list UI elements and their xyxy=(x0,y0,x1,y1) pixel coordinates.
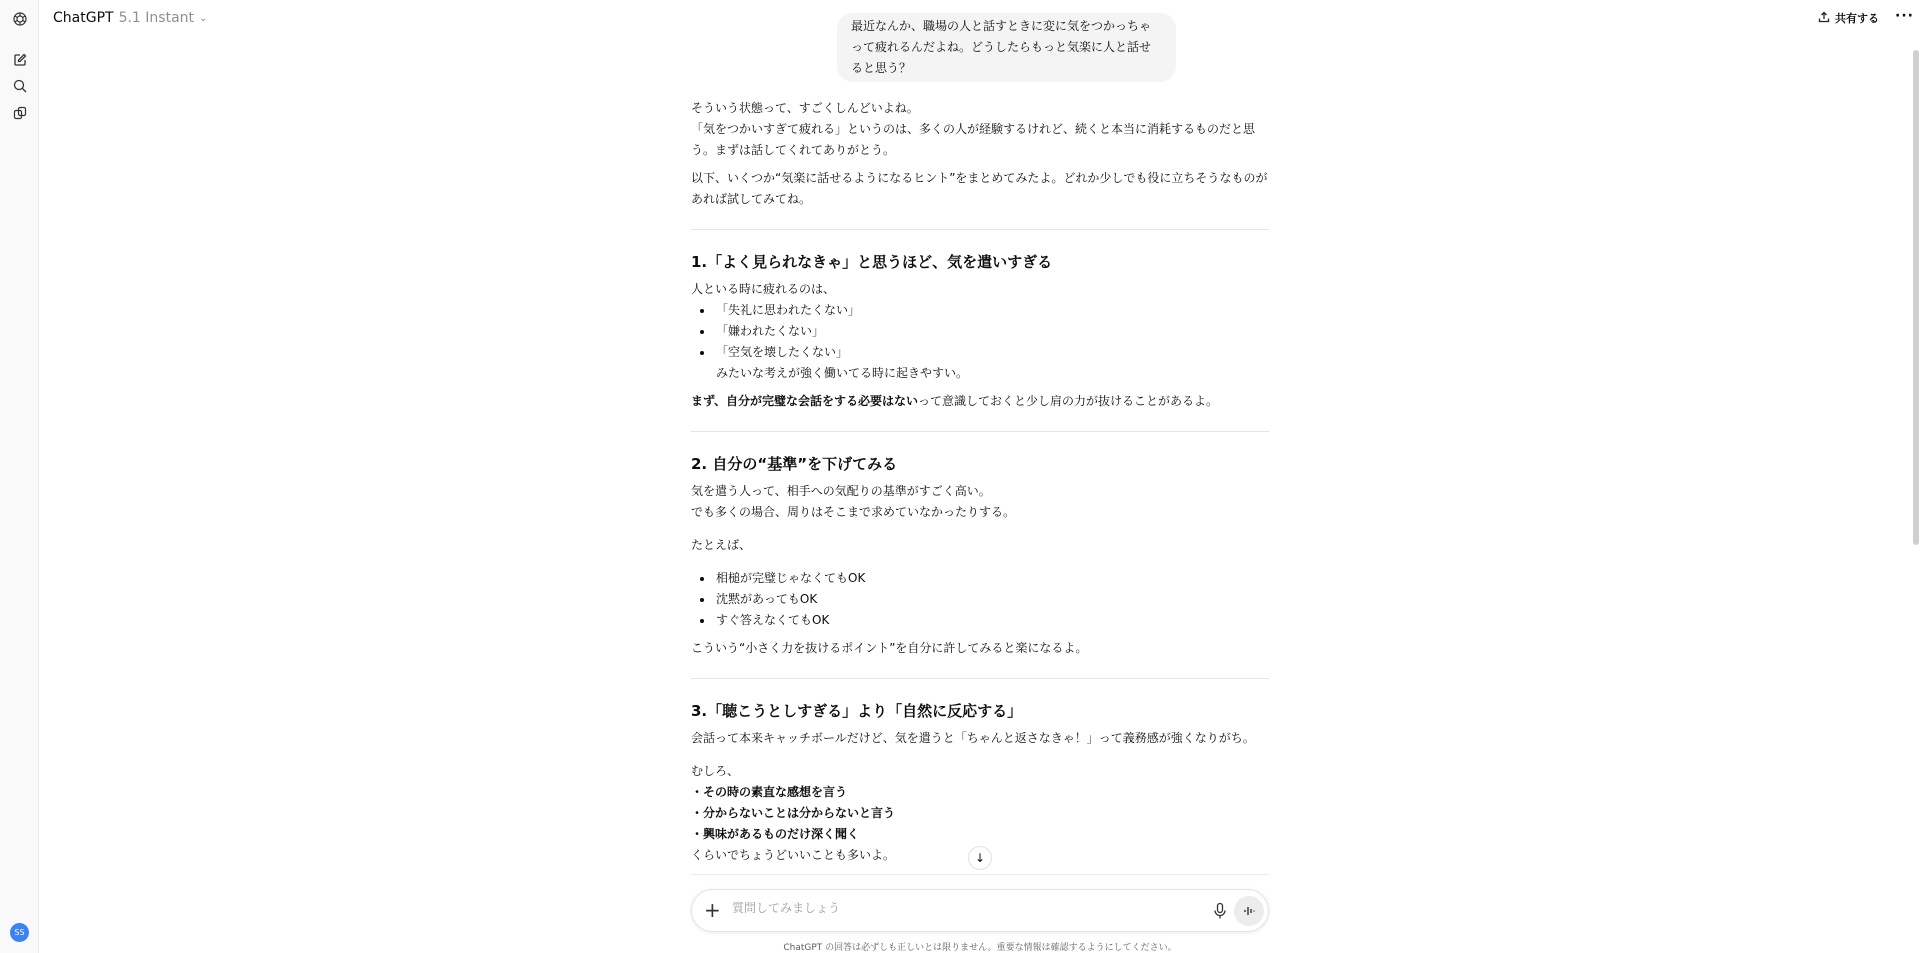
microphone-icon[interactable] xyxy=(1212,902,1228,920)
intro-paragraph: 以下、いくつか“気楽に話せるようになるヒント”をまとめてみたよ。どれか少しでも役に立ちそうなものがあれば試してみてね。 xyxy=(691,171,1268,206)
assistant-message xyxy=(691,98,1269,866)
body-text: って意識しておくと少し肩の力が抜けることがあるよ。 xyxy=(918,394,1219,408)
voice-mode-button[interactable] xyxy=(1234,896,1264,926)
sidebar xyxy=(0,0,39,953)
arrow-down-icon: ↓ xyxy=(974,851,986,865)
list-item: 「空気を壊したくない」 xyxy=(691,342,1269,363)
body-text xyxy=(691,481,1269,523)
body-text: 会話って本来キャッチボールだけど、気を遣うと「ちゃんと返さなきゃ！」って義務感が強くなりがち。 xyxy=(691,731,1255,745)
divider xyxy=(691,229,1269,230)
scroll-thumb[interactable] xyxy=(1913,50,1919,545)
chevron-down-icon: ⌄ xyxy=(199,12,208,24)
share-icon xyxy=(1818,11,1830,26)
body-text: たとえば、 xyxy=(691,538,752,552)
bold-text: ・興味があるものだけ深く聞く xyxy=(691,827,860,841)
avatar[interactable]: SS xyxy=(10,923,29,942)
body-line: でも多くの場合、周りはそこまで求めていなかったりする。 xyxy=(691,505,1016,519)
new-chat-icon[interactable] xyxy=(10,50,30,70)
body-line: 気を遣う人って、相手への気配りの基準がすごく高い。 xyxy=(691,484,991,498)
openai-logo-icon[interactable] xyxy=(10,9,30,29)
prompt-input[interactable] xyxy=(732,901,1152,915)
search-icon[interactable] xyxy=(10,76,30,96)
add-attachment-button[interactable]: + xyxy=(704,898,721,922)
disclaimer: ChatGPT の回答は必ずしも正しいとは限りません。重要な情報は確認するようにしてください。 xyxy=(783,943,1177,953)
list-item: 「失礼に思われたくない」 xyxy=(691,300,1269,321)
divider xyxy=(691,874,1269,875)
body-text xyxy=(691,391,1269,412)
body-text: むしろ、 xyxy=(691,764,740,778)
bullet-list xyxy=(691,300,1269,363)
body-text: みたいな考えが強く働いてる時に起きやすい。 xyxy=(716,366,969,380)
model-selector[interactable] xyxy=(53,10,207,26)
intro-line: 「気をつかいすぎて疲れる」というのは、多くの人が経験するけれど、続くと本当に消耗するものだと思う。まずは話してくれてありがとう。 xyxy=(691,122,1256,157)
intro-paragraph xyxy=(691,98,1269,161)
bold-line xyxy=(691,824,1269,845)
intro-line: そういう状態って、すごくしんどいよね。 xyxy=(691,101,919,115)
body-text: くらいでちょうどいいことも多いよ。 xyxy=(691,848,896,862)
library-icon[interactable] xyxy=(10,103,30,123)
section-heading: 1.「よく見られなきゃ」と思うほど、気を遣いすぎる xyxy=(691,253,1053,271)
user-message: 最近なんか、職場の人と話すときに変に気をつかっちゃって疲れるんだよね。どうしたらもっと気楽に人と話せると思う？ xyxy=(837,13,1176,82)
body-text: 人といる時に疲れるのは、 xyxy=(691,282,836,296)
scrollbar[interactable] xyxy=(1912,0,1920,953)
section-heading: 2. 自分の“基準”を下げてみる xyxy=(691,455,898,473)
section-heading: 3.「聴こうとしすぎる」より「自然に反応する」 xyxy=(691,702,1023,720)
list-item: すぐ答えなくてもOK xyxy=(691,610,1269,631)
share-label: 共有する xyxy=(1835,12,1879,25)
list-item: 「嫌われたくない」 xyxy=(691,321,1269,342)
share-button[interactable] xyxy=(1818,10,1879,26)
divider xyxy=(691,678,1269,679)
bold-line xyxy=(691,803,1269,824)
body-text: こういう“小さく力を抜けるポイント”を自分に許してみると楽になるよ。 xyxy=(691,641,1088,655)
list-item: 相槌が完璧じゃなくてもOK xyxy=(691,568,1269,589)
model-name: 5.1 Instant xyxy=(118,10,195,26)
bold-text: まず、自分が完璧な会話をする必要はない xyxy=(691,394,919,408)
divider xyxy=(691,431,1269,432)
bold-text: ・分からないことは分からないと言う xyxy=(691,806,896,820)
composer xyxy=(691,889,1269,932)
bold-line xyxy=(691,782,1269,803)
more-options-button[interactable]: ··· xyxy=(1895,8,1914,24)
app-title: ChatGPT xyxy=(53,10,114,26)
bullet-list xyxy=(691,568,1269,631)
scroll-to-bottom-button[interactable] xyxy=(968,846,992,870)
bold-text: ・その時の素直な感想を言う xyxy=(691,785,848,799)
list-item: 沈黙があってもOK xyxy=(691,589,1269,610)
